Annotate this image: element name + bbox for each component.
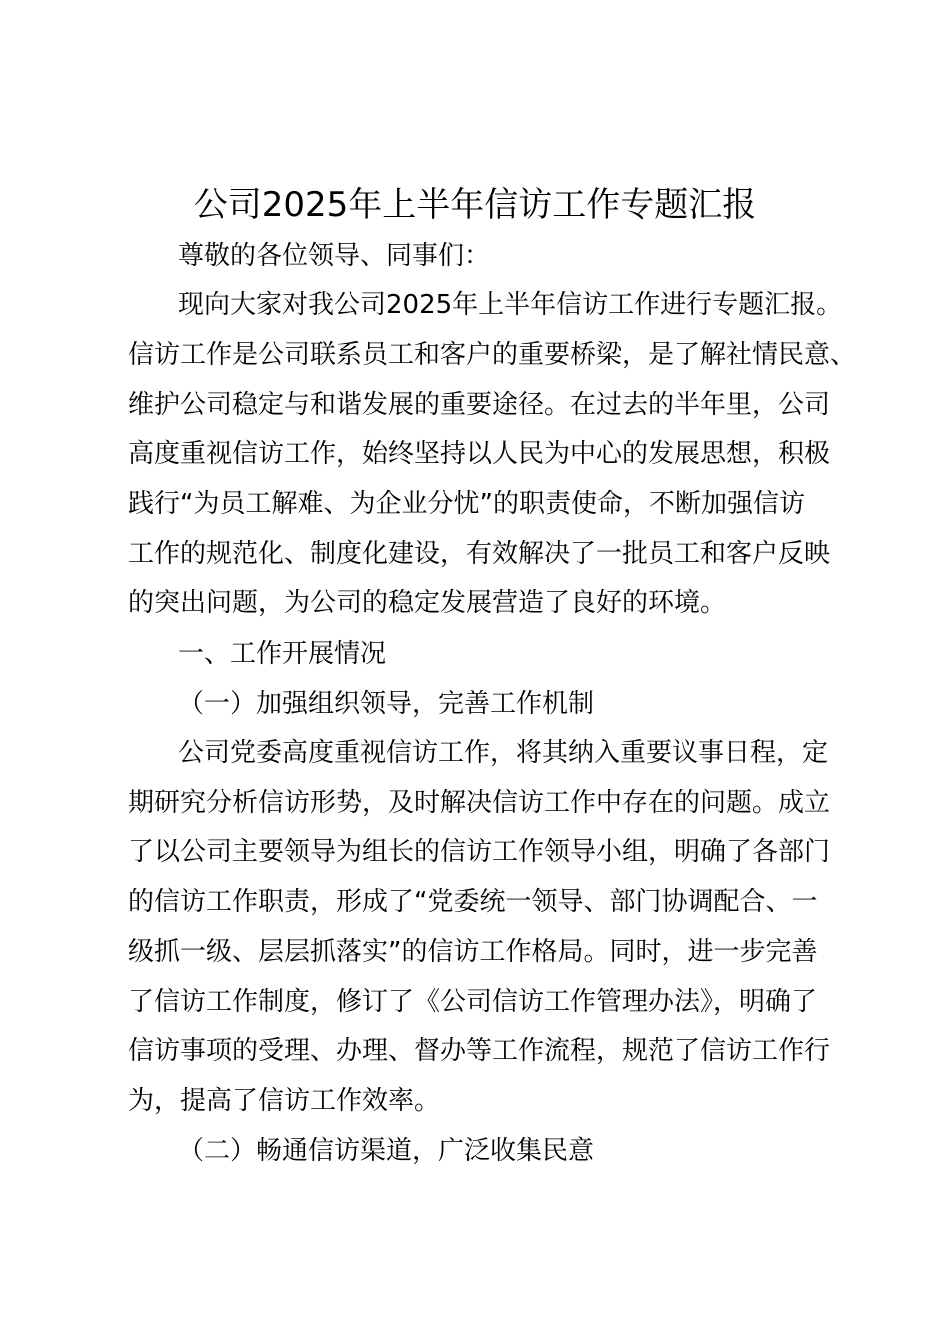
intro-line-2: 信访工作是公司联系员工和客户的重要桥梁，是了解社情民意、 (128, 340, 857, 370)
intro-line-4: 高度重视信访工作，始终坚持以人民为中心的发展思想，积极 (128, 439, 831, 469)
subsection-1-line-8: 为，提高了信访工作效率。 (128, 1086, 441, 1116)
subsection-heading-1: （一）加强组织领导，完善工作机制 (178, 689, 595, 719)
subsection-1-line-5: 级抓一级、层层抓落实”的信访工作格局。同时，进一步完善 (128, 937, 818, 967)
section-heading-1: 一、工作开展情况 (178, 639, 387, 669)
subsection-1-line-6: 了信访工作制度，修订了《公司信访工作管理办法》，明确了 (128, 987, 818, 1017)
intro-line-7: 的突出问题，为公司的稳定发展营造了良好的环境。 (128, 588, 727, 618)
greeting: 尊敬的各位领导、同事们： (178, 241, 491, 271)
intro-line-1: 现向大家对我公司2025年上半年信访工作进行专题汇报。 (178, 290, 843, 320)
subsection-1-line-7: 信访事项的受理、办理、督办等工作流程，规范了信访工作行 (128, 1036, 831, 1066)
intro-line-5: 践行“为员工解难、为企业分忧”的职责使命，不断加强信访 (128, 489, 805, 519)
subsection-heading-2: （二）畅通信访渠道，广泛收集民意 (178, 1136, 595, 1166)
intro-line-6: 工作的规范化、制度化建设，有效解决了一批员工和客户反映 (128, 539, 831, 569)
subsection-1-line-4: 的信访工作职责，形成了“党委统一领导、部门协调配合、一 (128, 887, 818, 917)
subsection-1-line-2: 期研究分析信访形势，及时解决信访工作中存在的问题。成立 (128, 788, 831, 818)
intro-line-3: 维护公司稳定与和谐发展的重要途径。在过去的半年里，公司 (128, 390, 831, 420)
subsection-1-line-1: 公司党委高度重视信访工作，将其纳入重要议事日程，定 (178, 738, 829, 768)
subsection-1-line-3: 了以公司主要领导为组长的信访工作领导小组，明确了各部门 (128, 837, 831, 867)
document-title: 公司2025年上半年信访工作专题汇报 (193, 185, 757, 225)
